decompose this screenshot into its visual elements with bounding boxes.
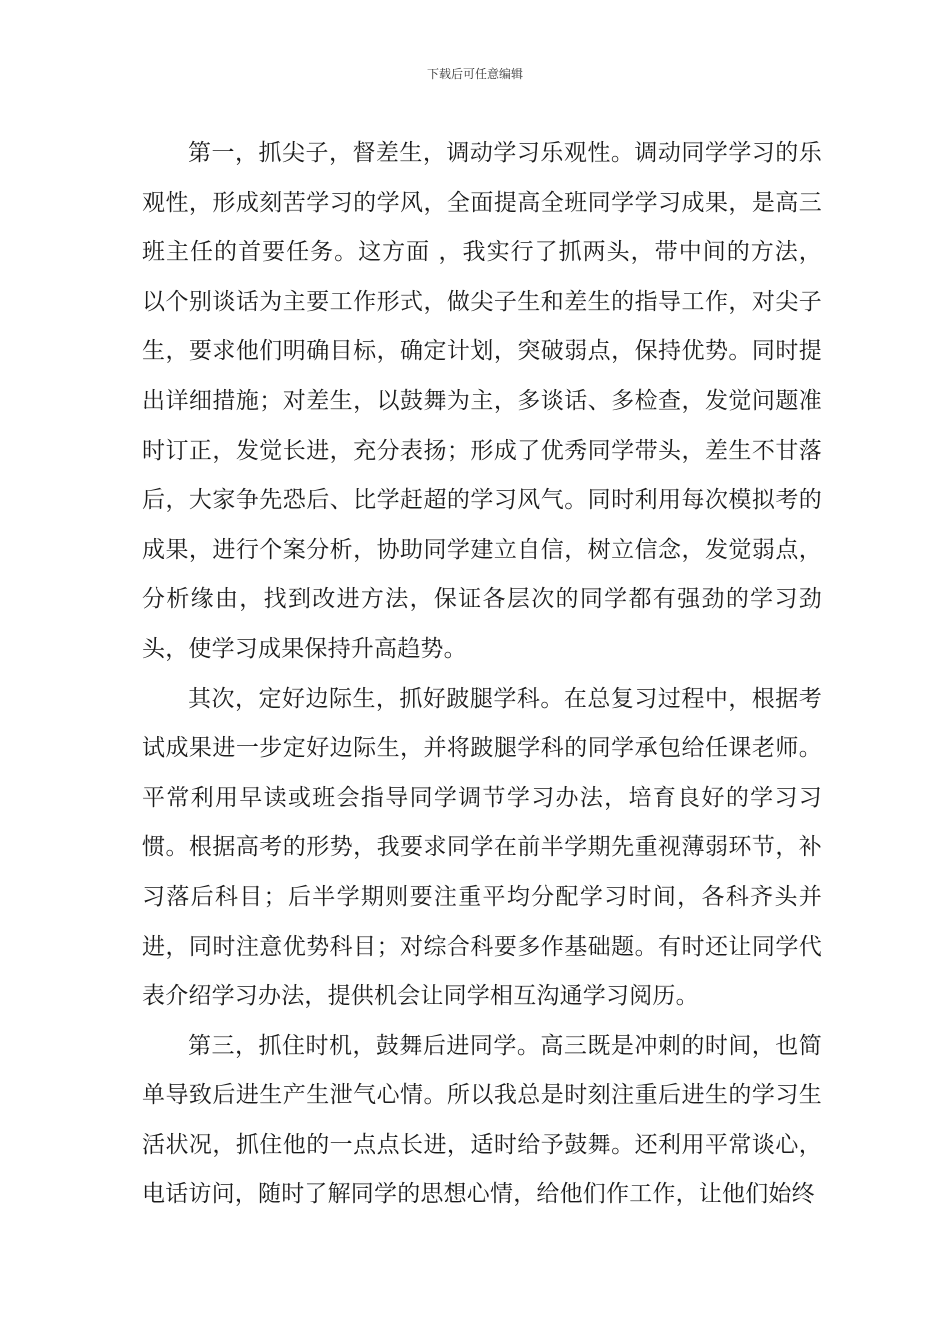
paragraph-1: 第一，抓尖子，督差生，调动学习乐观性。调动同学学习的乐观性，形成刻苦学习的学风，全面提高全班同学学习成果，是高三班主任的首要任务。这方面 ，我实行了抓两头，带中间的方法，以个别谈话为主要工作形式，做尖子生和差生的指导工作，对尖子生，要求他们明确目标，确定计划，突破弱点，保持优势。同时提出详细措施；对差生，以鼓舞为主，多谈话、多检查，发觉问题准时订正，发觉长进，充分表扬；形成了优秀同学带头，差生不甘落后，大家争先恐后、比学赶超的学习风气。同时利用每次模拟考的成果，进行个案分析，协助同学建立自信，树立信念，发觉弱点，分析缘由，找到改进方法，保证各层次的同学都有强劲的学习劲头，使学习成果保持升高趋势。 xyxy=(142,140,822,662)
document-body xyxy=(142,129,822,1220)
paragraph-2: 其次，定好边际生，抓好跛腿学科。在总复习过程中，根据考试成果进一步定好边际生，并将跛腿学科的同学承包给任课老师。平常利用早读或班会指导同学调节学习办法，培育良好的学习习惯。根据高考的形势，我要求同学在前半学期先重视薄弱环节，补习落后科目；后半学期则要注重平均分配学习时间，各科齐头并进，同时注意优势科目；对综合科要多作基础题。有时还让同学代表介绍学习办法，提供机会让同学相互沟通学习阅历。 xyxy=(142,685,822,1010)
page-header: 下载后可任意编辑 xyxy=(426,67,523,81)
paragraph-3: 第三，抓住时机，鼓舞后进同学。高三既是冲刺的时间，也简单导致后进生产生泄气心情。所以我总是时刻注重后进生的学习生活状况，抓住他的一点点长进，适时给予鼓舞。还利用平常谈心，电话访问，随时了解同学的思想心情，给他们作工作，让他们始终 xyxy=(142,1032,822,1208)
